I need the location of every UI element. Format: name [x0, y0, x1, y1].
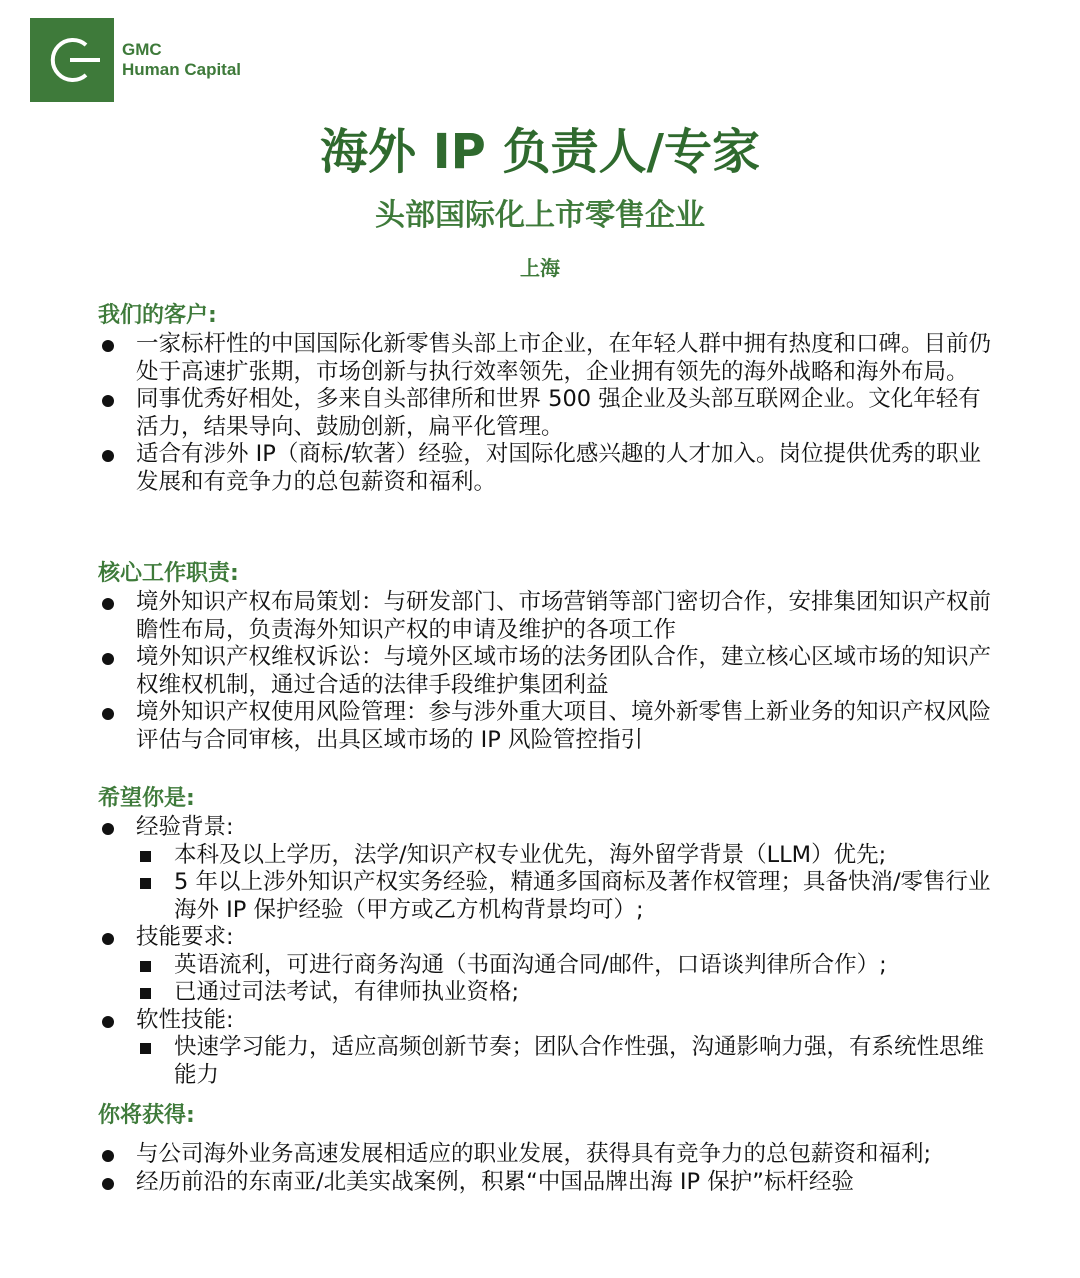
job-location: 上海	[520, 256, 560, 280]
list-item: 同事优秀好相处，多来自头部律所和世界 500 强企业及头部互联网企业。文化年轻有活力，结果导向、鼓励创新，扁平化管理。	[98, 386, 998, 441]
requirement-group-soft-skills: 软性技能:	[98, 1007, 998, 1035]
list-item: 适合有涉外 IP（商标/软著）经验，对国际化感兴趣的人才加入。岗位提供优秀的职业发展和有竞争力的总包薪资和福利。	[98, 441, 998, 496]
list-item: 经历前沿的东南亚/北美实战案例，积累“中国品牌出海 IP 保护”标杆经验	[98, 1169, 998, 1197]
list-item: 境外知识产权维权诉讼：与境外区域市场的法务团队合作，建立核心区域市场的知识产权维权机制，通过合适的法律手段维护集团利益	[98, 644, 998, 699]
job-title: 海外 IP 负责人/专家	[320, 124, 760, 180]
logo-line-1: GMC	[122, 40, 162, 59]
section-duties	[98, 559, 998, 754]
list-item: 一家标杆性的中国国际化新零售头部上市企业，在年轻人群中拥有热度和口碑。目前仍处于高速扩张期，市场创新与执行效率领先，企业拥有领先的海外战略和海外布局。	[98, 331, 998, 386]
section-clients	[98, 301, 998, 496]
section-heading: 你将获得:	[98, 1103, 195, 1128]
sub-item: 英语流利，可进行商务沟通（书面沟通合同/邮件，口语谈判律所合作）;	[98, 952, 998, 980]
section-heading: 希望你是:	[98, 786, 195, 811]
section-heading: 核心工作职责:	[98, 561, 239, 586]
sub-item: 快速学习能力，适应高频创新节奏；团队合作性强，沟通影响力强，有系统性思维能力	[98, 1034, 998, 1089]
section-heading: 我们的客户:	[98, 303, 217, 328]
section-requirements	[98, 784, 998, 1089]
list-item: 境外知识产权使用风险管理：参与涉外重大项目、境外新零售上新业务的知识产权风险评估与合同审核，出具区域市场的 IP 风险管控指引	[98, 699, 998, 754]
logo-line-2: Human Capital	[122, 60, 242, 79]
section-benefits	[98, 1101, 998, 1196]
company-logo	[30, 18, 241, 102]
gmc-logo-icon	[30, 18, 114, 102]
list-item: 境外知识产权布局策划：与研发部门、市场营销等部门密切合作，安排集团知识产权前瞻性布局，负责海外知识产权的申请及维护的各项工作	[98, 589, 998, 644]
requirement-group-experience: 经验背景:	[98, 814, 998, 842]
requirement-group-skills: 技能要求:	[98, 924, 998, 952]
list-item: 与公司海外业务高速发展相适应的职业发展，获得具有竞争力的总包薪资和福利;	[98, 1141, 998, 1169]
sub-item: 5 年以上涉外知识产权实务经验，精通多国商标及著作权管理；具备快消/零售行业海外 IP 保护经验（甲方或乙方机构背景均可）;	[98, 869, 998, 924]
company-type: 头部国际化上市零售企业	[375, 198, 705, 233]
sub-item: 本科及以上学历，法学/知识产权专业优先，海外留学背景（LLM）优先;	[98, 842, 998, 870]
sub-item: 已通过司法考试，有律师执业资格;	[98, 979, 998, 1007]
